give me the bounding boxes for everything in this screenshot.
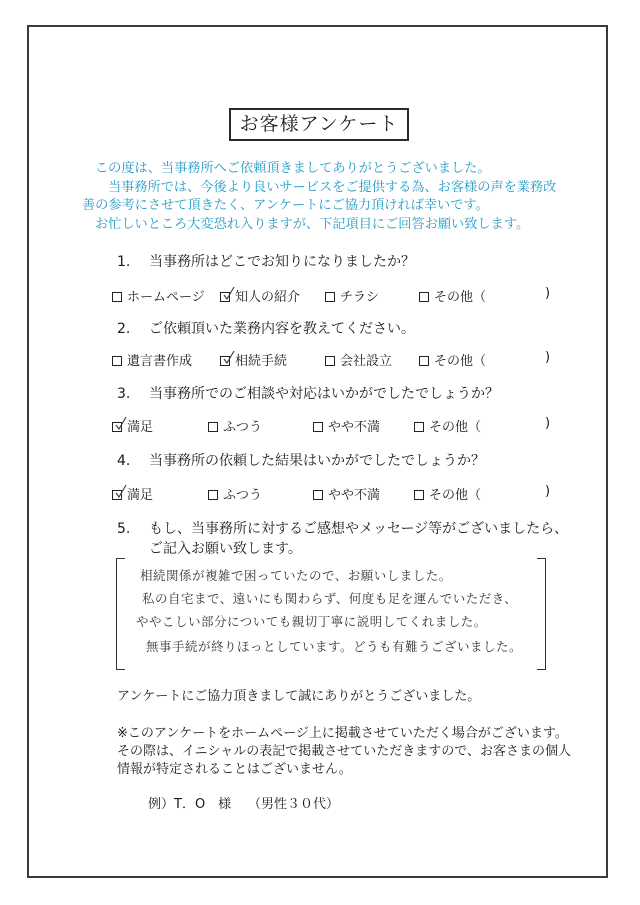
option-other[interactable] [419, 286, 486, 305]
option-company[interactable] [325, 350, 392, 369]
checkbox[interactable] [112, 292, 122, 302]
option-label: ふつう [223, 488, 263, 503]
comment-line: 無事手続が終りほっとしています。どうも有難うございました。 [146, 639, 523, 654]
question-text: 当事務所でのご相談や対応はいかがでしたでしょうか？ [149, 386, 499, 402]
question-2-options [112, 350, 562, 368]
option-flyer[interactable] [325, 286, 379, 305]
checkbox[interactable] [414, 490, 424, 500]
question-text: ご依頼頂いた業務内容を教えてください。 [149, 321, 415, 337]
option-label: その他（ [434, 290, 487, 305]
intro-line: お忙しいところ大変恐れ入りますが、下記項目にご回答お願い致します。 [95, 216, 530, 232]
option-inheritance[interactable] [220, 350, 287, 369]
notice-line: その際は、イニシャルの表記で掲載させていただきますので、お客さまの個人 [117, 744, 571, 759]
checkbox-checked[interactable] [112, 490, 122, 500]
example-label: 例）T．O 様 [148, 797, 232, 812]
paren-close: ) [545, 484, 551, 499]
checkbox[interactable] [414, 422, 424, 432]
question-number: 2. [117, 321, 131, 337]
question-number: 5. [117, 521, 131, 537]
bracket-right [537, 558, 546, 670]
intro-line: この度は、当事務所へご依頼頂きましてありがとうございました。 [95, 161, 491, 176]
checkbox-checked[interactable] [112, 422, 122, 432]
paren-close: ) [545, 286, 551, 301]
thanks-text: アンケートにご協力頂きまして誠にありがとうございました。 [117, 689, 481, 704]
question-3 [117, 383, 499, 403]
check-mark-icon [114, 416, 128, 432]
option-satisfied[interactable] [112, 484, 153, 503]
question-number: 3. [117, 386, 131, 402]
intro-line: 当事務所では、今後より良いサービスをご提供する為、お客様の声を業務改 [108, 179, 557, 195]
checkbox-checked[interactable] [220, 292, 230, 302]
question-5-line-2: ご記入お願い致します。 [149, 541, 302, 557]
option-label: 知人の紹介 [235, 290, 301, 305]
question-text: もし、当事務所に対するご感想やメッセージ等がございましたら、 [149, 521, 569, 537]
option-other[interactable] [414, 416, 481, 435]
bracket-left [116, 558, 125, 670]
option-label: その他（ [429, 420, 482, 435]
option-label: 遺言書作成 [127, 354, 193, 369]
example-detail: （男性３０代） [248, 797, 340, 812]
option-other[interactable] [419, 350, 486, 369]
checkbox[interactable] [112, 356, 122, 366]
question-1-options [112, 286, 562, 304]
option-label: やや不満 [328, 488, 381, 503]
paren-close: ) [545, 350, 551, 365]
option-label: 満足 [127, 488, 154, 503]
question-number: 1. [117, 254, 131, 270]
option-referral[interactable] [220, 286, 300, 305]
checkbox[interactable] [208, 490, 218, 500]
option-somewhat-unsatisfied[interactable] [313, 416, 380, 435]
question-number: 4. [117, 453, 131, 469]
intro-line: 善の参考にさせて頂きたく、アンケートにご協力頂ければ幸いです。 [82, 198, 489, 213]
option-normal[interactable] [208, 484, 262, 503]
option-will[interactable] [112, 350, 192, 369]
comment-line: 私の自宅まで、遠いにも関わらず、何度も足を運んでいただき、 [142, 591, 518, 606]
question-text: 当事務所の依頼した結果はいかがでしたでしょうか？ [149, 453, 485, 469]
option-label: 会社設立 [340, 354, 393, 369]
question-4-options [112, 484, 562, 502]
check-mark-icon [222, 286, 236, 302]
checkbox[interactable] [313, 490, 323, 500]
intro-text [82, 160, 575, 234]
checkbox[interactable] [419, 292, 429, 302]
notice-line: 情報が特定されることはございません。 [117, 762, 352, 777]
comment-area[interactable] [116, 558, 546, 672]
check-mark-icon [114, 484, 128, 500]
option-somewhat-unsatisfied[interactable] [313, 484, 380, 503]
question-2 [117, 318, 415, 338]
option-other[interactable] [414, 484, 481, 503]
checkbox[interactable] [325, 356, 335, 366]
question-text: 当事務所はどこでお知りになりましたか？ [149, 254, 415, 270]
checkbox[interactable] [208, 422, 218, 432]
option-label: その他（ [429, 488, 482, 503]
checkbox[interactable] [325, 292, 335, 302]
page-title: お客様アンケート [229, 108, 409, 141]
question-4 [117, 450, 485, 470]
option-homepage[interactable] [112, 286, 205, 305]
notice-line: ※このアンケートをホームページ上に掲載させていただく場合がございます。 [117, 726, 568, 741]
paren-close: ) [545, 416, 551, 431]
option-label: ふつう [223, 420, 263, 435]
option-normal[interactable] [208, 416, 262, 435]
checkbox-checked[interactable] [220, 356, 230, 366]
comment-line: 相続関係が複雑で困っていたので、お願いしました。 [140, 568, 452, 583]
option-label: 満足 [127, 420, 154, 435]
question-1 [117, 251, 415, 271]
check-mark-icon [222, 350, 236, 366]
option-satisfied[interactable] [112, 416, 153, 435]
comment-line: ややこしい部分についても親切丁寧に説明してくれました。 [136, 614, 487, 629]
option-label: その他（ [434, 354, 487, 369]
checkbox[interactable] [313, 422, 323, 432]
question-3-options [112, 416, 562, 434]
question-5 [117, 518, 568, 538]
option-label: ホームページ [127, 290, 205, 305]
option-label: やや不満 [328, 420, 381, 435]
option-label: チラシ [340, 290, 380, 305]
checkbox[interactable] [419, 356, 429, 366]
option-label: 相続手続 [235, 354, 288, 369]
